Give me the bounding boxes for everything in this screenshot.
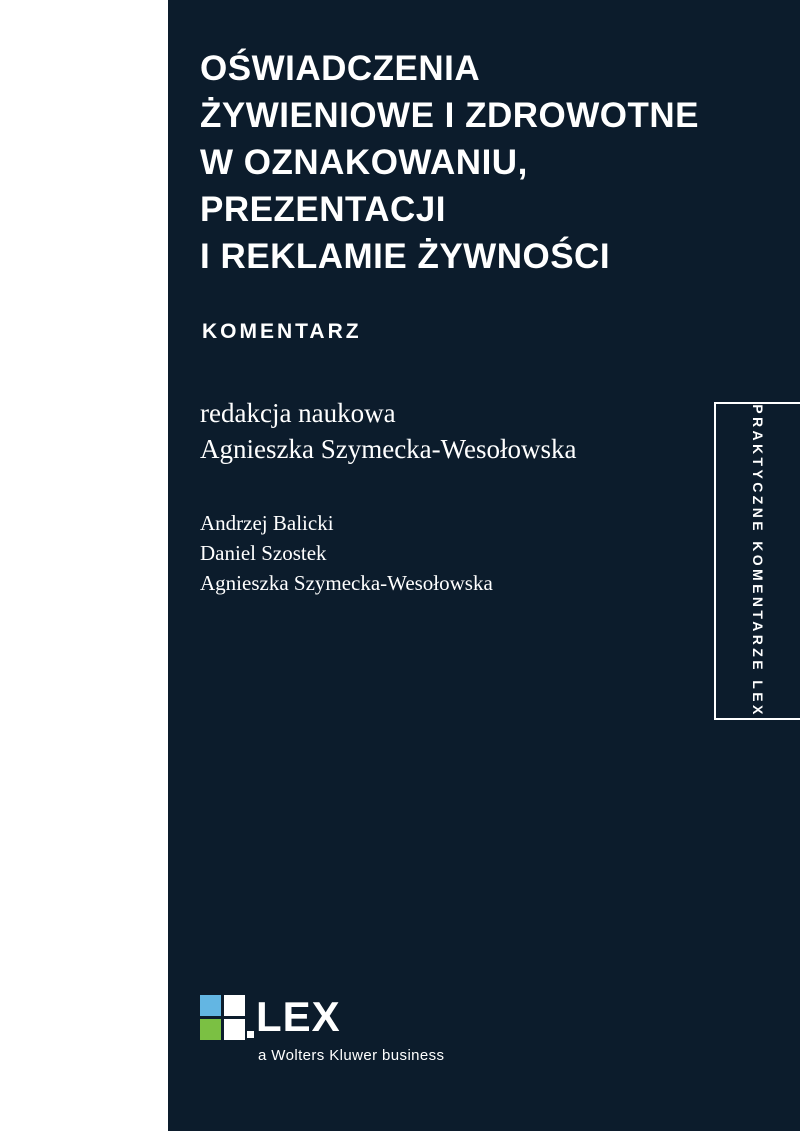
logo-square-top-left xyxy=(200,995,221,1016)
page-title xyxy=(200,45,760,280)
title-line-2: ŻYWIENIOWE I ZDROWOTNE xyxy=(200,96,700,135)
lex-logo-icon xyxy=(200,995,246,1041)
publisher-logo xyxy=(200,995,500,1075)
logo-square-bottom-right xyxy=(224,1019,245,1040)
editor-role: redakcja naukowa xyxy=(200,398,396,428)
publisher-name: LEX xyxy=(256,993,341,1040)
left-margin-strip xyxy=(0,0,168,1131)
title-line-4: PREZENTACJI xyxy=(200,190,446,229)
editor-name: Agnieszka Szymecka-Wesołowska xyxy=(200,434,577,464)
title-line-1: OŚWIADCZENIA xyxy=(200,49,481,88)
editor-block xyxy=(200,395,760,467)
author-list xyxy=(200,508,760,598)
series-badge xyxy=(714,402,800,720)
subtitle: KOMENTARZ xyxy=(202,320,362,343)
title-line-3: W OZNAKOWANIU, xyxy=(200,143,528,182)
series-label: PRAKTYCZNE KOMENTARZE LEX xyxy=(750,404,766,718)
cover-content xyxy=(200,0,760,1131)
author-3: Agnieszka Szymecka-Wesołowska xyxy=(200,571,493,595)
logo-square-bottom-left xyxy=(200,1019,221,1040)
logo-dot-icon xyxy=(247,1031,254,1038)
author-2: Daniel Szostek xyxy=(200,541,327,565)
author-1: Andrzej Balicki xyxy=(200,511,334,535)
publisher-tagline: a Wolters Kluwer business xyxy=(258,1047,445,1064)
logo-square-top-right xyxy=(224,995,245,1016)
title-line-5: I REKLAMIE ŻYWNOŚCI xyxy=(200,237,611,276)
